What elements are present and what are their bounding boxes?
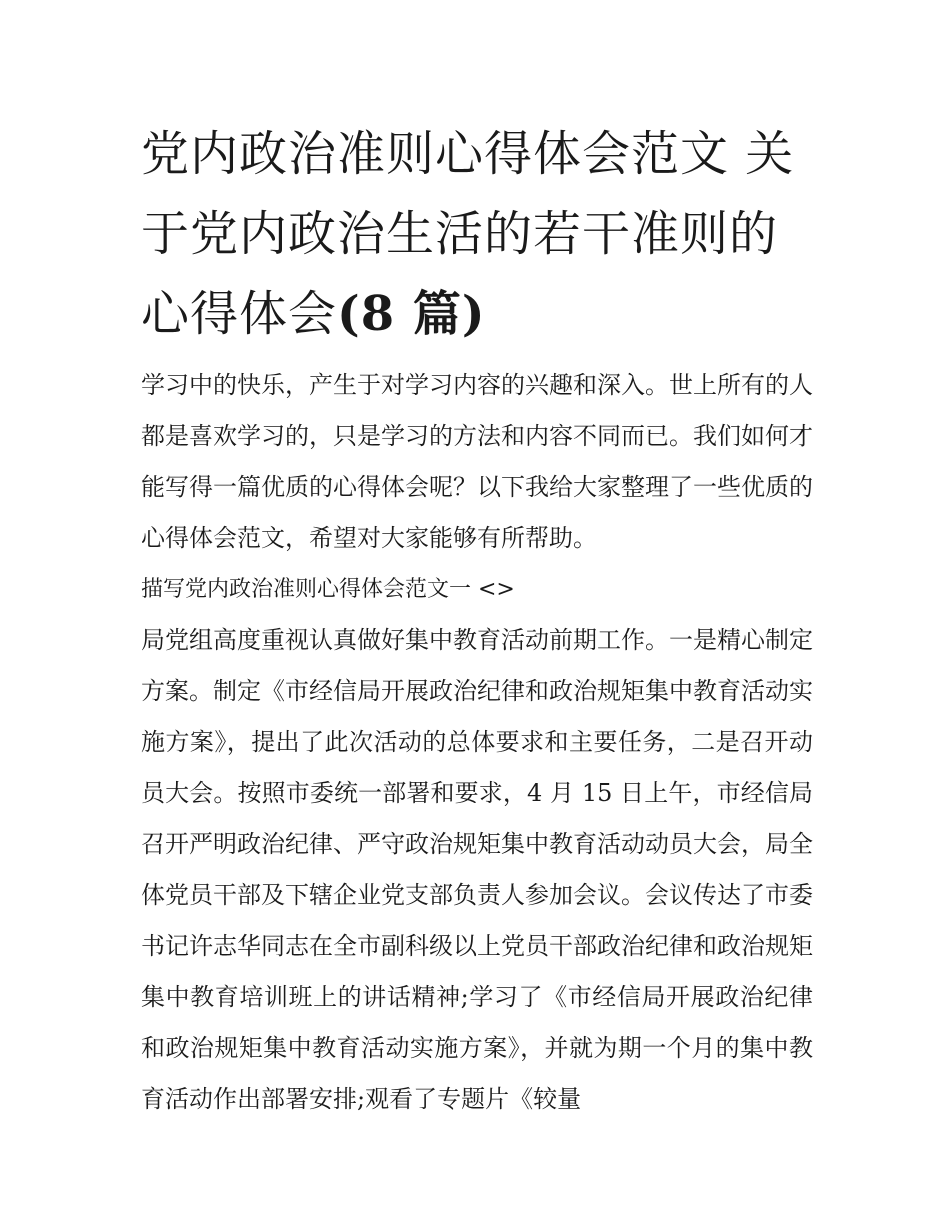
- intro-paragraph: 学习中的快乐，产生于对学习内容的兴趣和深入。世上所有的人都是喜欢学习的，只是学习的方法和内容不同而已。我们如何才能写得一篇优质的心得体会呢？以下我给大家整理了一些优质的心得体会范文，希望对大家能够有所帮助。: [141, 371, 813, 552]
- document-title: [141, 114, 813, 354]
- section-heading: 描写党内政治准则心得体会范文一 <>: [141, 577, 515, 602]
- section-body-paragraph: 局党组高度重视认真做好集中教育活动前期工作。一是精心制定方案。制定《市经信局开展政治纪律和政治规矩集中教育活动实施方案》，提出了此次活动的总体要求和主要任务，二是召开动员大会。按照市委统一部署和要求，4 月 15 日上午，市经信局召开严明政治纪律、严守政治规矩集中教育活动动员大会，局全体党员干部及下辖企业党支部负责人参加会议。会议传达了市委书记许志华同志在全市副科级以上党员干部政治纪律和政治规矩集中教育培训班上的讲话精神;学习了《市经信局开展政治纪律和政治规矩集中教育活动实施方案》，并就为期一个月的集中教育活动作出部署安排;观看了专题片《较量: [141, 626, 813, 1113]
- document-page: [141, 114, 813, 1125]
- title-main-text: 党内政治准则心得体会范文 关于党内政治生活的若干准则的心得体会: [141, 126, 795, 342]
- title-count: (8 篇): [337, 286, 486, 342]
